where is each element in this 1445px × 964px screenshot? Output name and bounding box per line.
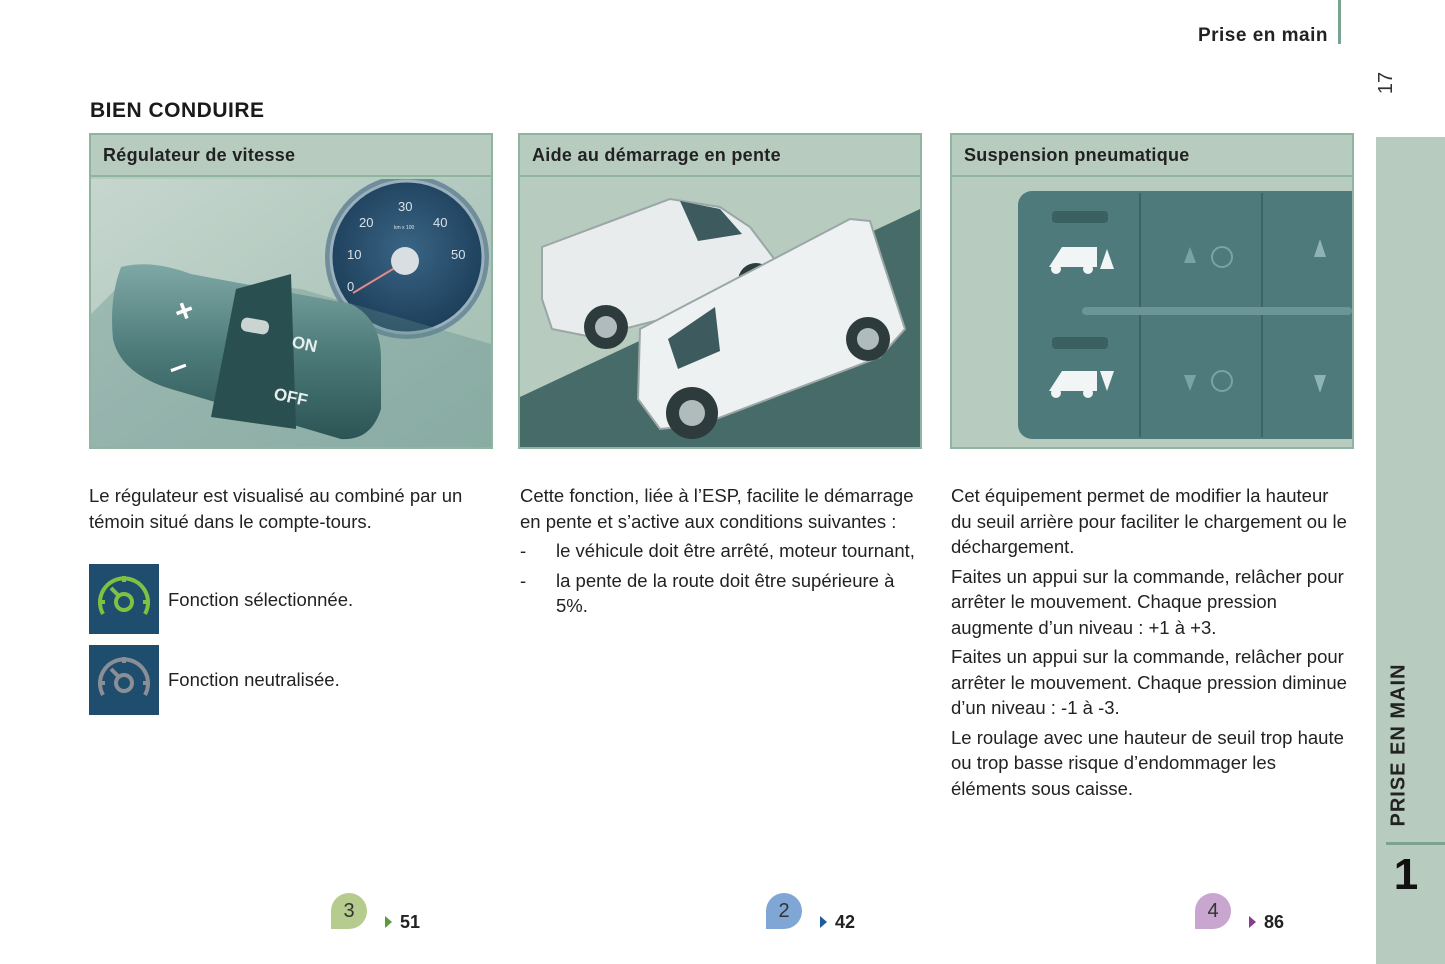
col3-paragraph: Faites un appui sur la commande, relâcher pour arrêter le mouvement. Chaque pression augmente d’un niveau : +1 à +3.: [951, 565, 1344, 638]
indicator-neutralized: [89, 645, 159, 715]
ref-page-number: 86: [1264, 911, 1285, 932]
col3-paragraph: Faites un appui sur la commande, relâcher pour arrêter le mouvement. Chaque pression diminue d’un niveau : -1 à -3.: [951, 646, 1347, 718]
gauge-tick: 20: [359, 215, 374, 230]
page-ref-42[interactable]: [766, 892, 855, 930]
ref-page-number: 42: [835, 911, 856, 932]
panel-title: Suspension pneumatique: [952, 135, 1352, 177]
switch-off-label: OFF: [272, 384, 310, 410]
arrow-right-icon: [1249, 916, 1256, 928]
ref-page-number: 51: [400, 911, 421, 932]
col2-intro: Cette fonction, liée à l’ESP, facilite le démarrage en pente et s’active aux conditions suivantes :: [520, 485, 914, 532]
cruise-control-icon: [89, 564, 159, 634]
chapter-tab-text: PRISE EN MAIN: [1387, 663, 1410, 827]
gauge-tick: 50: [451, 247, 466, 262]
ref-badge: 2: [766, 893, 802, 929]
cruise-control-illustration: [91, 179, 491, 447]
running-header: Prise en main: [1197, 25, 1328, 46]
hill-start-illustration: [520, 179, 920, 447]
condition-list: [520, 538, 920, 619]
col3-paragraph: Le roulage avec une hauteur de seuil trop haute ou trop basse risque d’endommager les éléments sous caisse.: [951, 726, 1344, 799]
chapter-tab-rule: [1386, 842, 1445, 845]
panel-cruise-control: [89, 133, 493, 449]
gauge-tick: 40: [433, 215, 448, 230]
col1-intro: Le régulateur est visualisé au combiné par un témoin situé dans le compte-tours.: [89, 485, 463, 532]
ref-badge: 4: [1195, 893, 1231, 929]
col2-text: [520, 483, 920, 623]
indicator-neutralized-label: Fonction neutralisée.: [168, 669, 340, 690]
gauge-tick: 30: [398, 199, 413, 214]
arrow-right-icon: [820, 916, 827, 928]
panel-title: Aide au démarrage en pente: [520, 135, 920, 177]
panel-air-suspension: [950, 133, 1354, 449]
chapter-number: 1: [1393, 850, 1419, 899]
panel-hill-start: [518, 133, 922, 449]
col3-paragraph: Cet équipement permet de modifier la hauteur du seuil arrière pour faciliter le chargement ou le déchargement.: [951, 485, 1347, 557]
list-item: - le véhicule doit être arrêté, moteur tournant,: [520, 538, 920, 564]
indicator-selected-label: Fonction sélectionnée.: [168, 589, 354, 610]
minus-symbol: –: [163, 345, 193, 386]
gauge-tick: 10: [347, 247, 362, 262]
col3-text: [951, 483, 1351, 805]
chapter-tab-label: [1368, 660, 1430, 830]
plus-symbol: +: [169, 290, 199, 331]
switch-on-label: ON: [290, 332, 320, 357]
page-number: 17: [1375, 71, 1397, 95]
ref-badge: 3: [331, 893, 367, 929]
arrow-right-icon: [385, 916, 392, 928]
header-rule: [1338, 0, 1341, 44]
chapter-tab[interactable]: [1376, 137, 1445, 964]
page-ref-51[interactable]: [331, 892, 420, 930]
indicator-selected: [89, 564, 159, 634]
list-item: - la pente de la route doit être supérieure à 5%.: [520, 568, 920, 619]
gauge-tick: 0: [347, 279, 355, 294]
air-suspension-illustration: [952, 179, 1352, 447]
panel-title: Régulateur de vitesse: [91, 135, 491, 177]
page-ref-86[interactable]: [1195, 892, 1284, 930]
cruise-control-icon: [89, 645, 159, 715]
section-title: BIEN CONDUIRE: [90, 99, 265, 122]
gauge-unit: km x 100: [394, 225, 415, 231]
